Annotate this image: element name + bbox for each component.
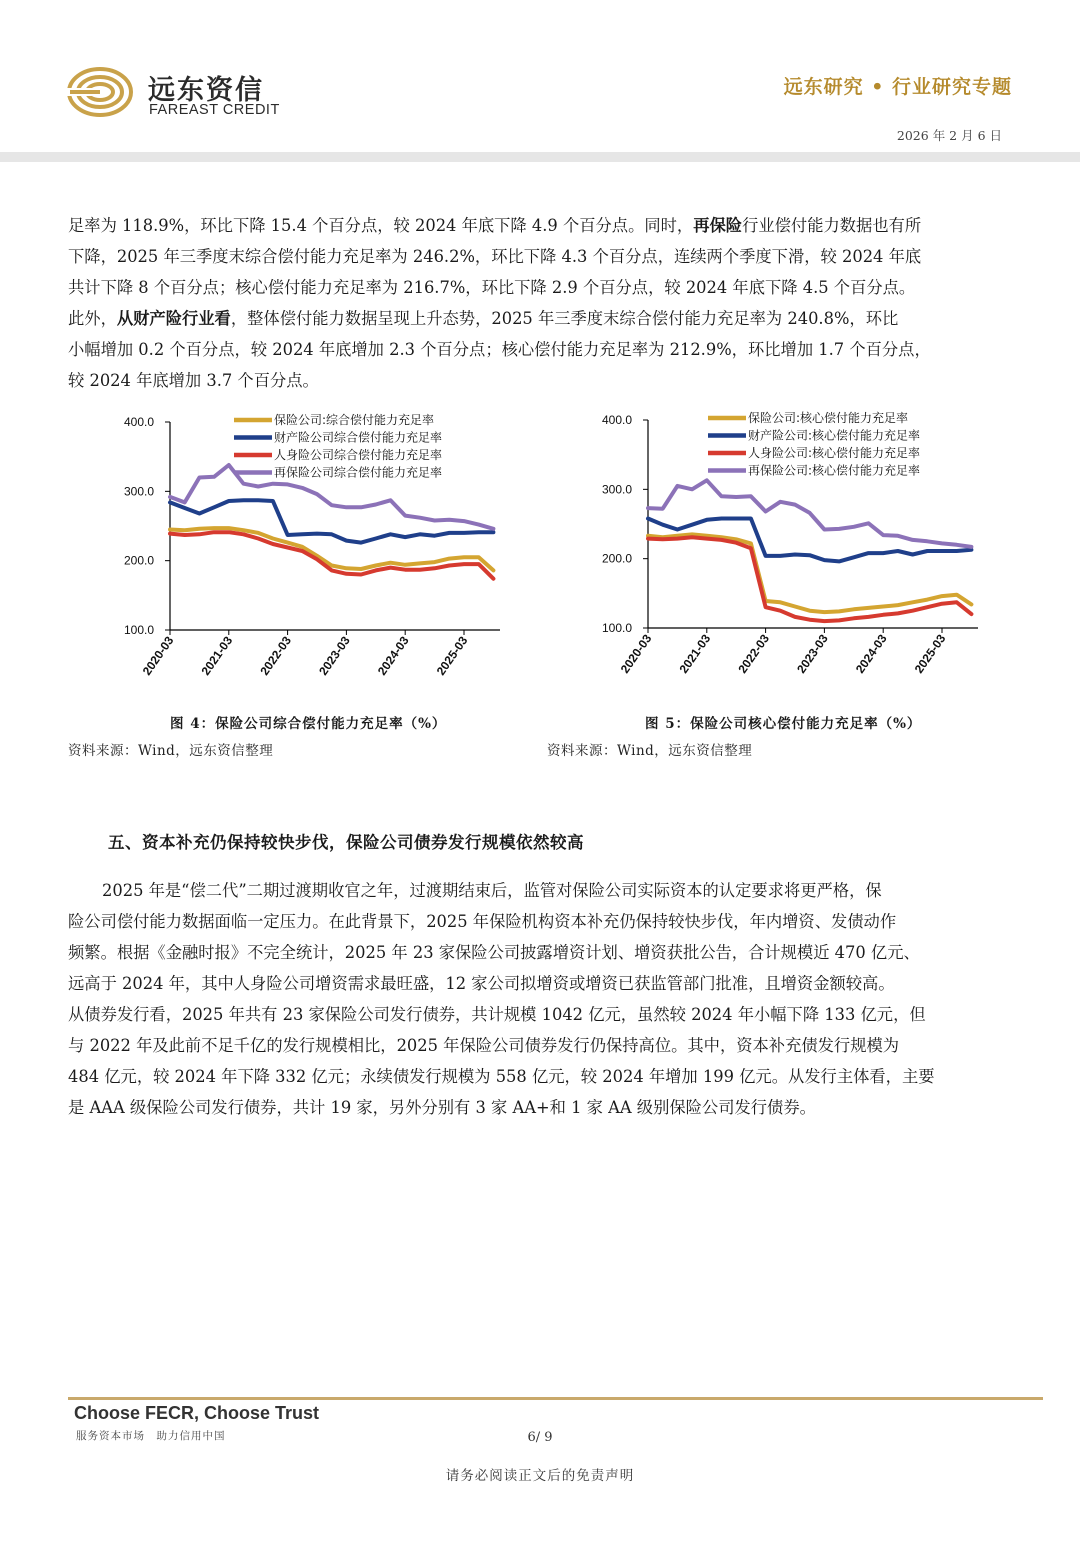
para2-line-1: 2025 年是“偿二代”二期过渡期收官之年，过渡期结束后，监管对保险公司实际资本的认定要求将更严格，保 xyxy=(102,881,882,900)
x-tick-label: 2024-03 xyxy=(374,633,412,678)
y-tick-label: 200.0 xyxy=(601,551,632,566)
para1-line-3: 共计下降 8 个百分点；核心偿付能力充足率为 216.7%，环比下降 2.9 个百分点，较 2024 年底下降 4.5 个百分点。 xyxy=(68,278,916,297)
section-heading: 五、资本补充仍保持较快步伐，保险公司债券发行规模依然较高 xyxy=(108,833,584,852)
x-tick-label: 2020-03 xyxy=(139,633,177,678)
x-tick-label: 2024-03 xyxy=(852,631,890,676)
brand-name-en: FAREAST CREDIT xyxy=(149,102,280,118)
y-tick-label: 300.0 xyxy=(123,484,154,499)
legend-label: 人身险公司:核心偿付能力充足率 xyxy=(748,446,921,460)
para1-line-1: 足率为 118.9%，环比下降 15.4 个百分点，较 2024 年底下降 4.9 个百分点。同时，再保险行业偿付能力数据也有所 xyxy=(68,216,922,235)
series-line xyxy=(648,534,971,612)
brand-name-cn: 远东资信 xyxy=(148,75,264,106)
series-line xyxy=(648,537,971,621)
x-tick-label: 2025-03 xyxy=(433,633,471,678)
x-tick-label: 2023-03 xyxy=(316,633,353,678)
paragraph-capital xyxy=(68,875,1013,1123)
para1-line-5: 小幅增加 0.2 个百分点，较 2024 年底增加 2.3 个百分点；核心偿付能力充足率为 212.9%，环比增加 1.7 个百分点， xyxy=(68,340,931,359)
report-series-tag: 远东研究 • 行业研究专题 xyxy=(783,76,1012,98)
chart-core-svg xyxy=(578,406,998,701)
para1-line-4: 此外，从财产险行业看，整体偿付能力数据呈现上升态势，2025 年三季度末综合偿付能力充足率为 240.8%，环比 xyxy=(68,309,899,328)
footer-slogan: Choose FECR, Choose Trust xyxy=(74,1403,320,1423)
para2-line-3: 频繁。根据《金融时报》不完全统计，2025 年 23 家保险公司披露增资计划、增资获批公告，合计规模近 470 亿元、 xyxy=(68,943,920,962)
figure-4-caption: 图 4：保险公司综合偿付能力充足率（%） xyxy=(170,716,447,732)
legend-label: 再保险公司:核心偿付能力充足率 xyxy=(748,463,921,478)
legend-label: 人身险公司综合偿付能力充足率 xyxy=(274,448,443,462)
y-tick-label: 400.0 xyxy=(601,413,632,427)
legend-label: 保险公司:核心偿付能力充足率 xyxy=(748,411,909,425)
para2-line-8: 是 AAA 级保险公司发行债券，共计 19 家，另外分别有 3 家 AA+和 1 家 AA 级别保险公司发行债券。 xyxy=(68,1098,816,1117)
footer-divider xyxy=(68,1397,1043,1400)
x-tick-label: 2023-03 xyxy=(794,631,831,676)
x-tick-label: 2020-03 xyxy=(617,631,655,676)
para2-line-4: 远高于 2024 年，其中人身险公司增资需求最旺盛，12 家公司拟增资或增资已获监管部门批准，且增资金额较高。 xyxy=(68,974,895,993)
para2-line-7: 484 亿元，较 2024 年下降 332 亿元；永续债发行规模为 558 亿元，较 2024 年增加 199 亿元。从发行主体看，主要 xyxy=(68,1067,935,1086)
x-tick-label: 2022-03 xyxy=(257,633,295,678)
series-line xyxy=(170,532,493,579)
header-divider xyxy=(0,152,1080,162)
paragraph-solvency xyxy=(68,210,1013,396)
para1-line-2: 下降，2025 年三季度末综合偿付能力充足率为 246.2%，环比下降 4.3 个百分点，连续两个季度下滑，较 2024 年底 xyxy=(68,247,922,266)
figure-5-caption: 图 5：保险公司核心偿付能力充足率（%） xyxy=(645,716,922,732)
figure-4-source: 资料来源：Wind，远东资信整理 xyxy=(68,743,274,759)
x-tick-label: 2022-03 xyxy=(735,631,773,676)
para2-line-6: 与 2022 年及此前不足千亿的发行规模相比，2025 年保险公司债券发行仍保持高位。其中，资本补充债发行规模为 xyxy=(68,1036,900,1055)
y-tick-label: 100.0 xyxy=(601,621,632,635)
chart-core-solvency xyxy=(578,406,998,701)
legend-label: 财产险公司综合偿付能力充足率 xyxy=(274,430,443,445)
para2-line-2: 险公司偿付能力数据面临一定压力。在此背景下，2025 年保险机构资本补充仍保持较快步伐，年内增资、发债动作 xyxy=(68,912,897,931)
y-tick-label: 200.0 xyxy=(123,553,154,568)
x-tick-label: 2025-03 xyxy=(911,631,949,676)
x-tick-label: 2021-03 xyxy=(676,631,714,676)
chart-comprehensive-solvency xyxy=(100,408,520,703)
y-tick-label: 300.0 xyxy=(601,482,632,497)
page-number: 6/ 9 xyxy=(527,1430,553,1445)
legend-label: 保险公司:综合偿付能力充足率 xyxy=(274,413,435,427)
chart-comprehensive-svg xyxy=(100,408,520,703)
para2-line-5: 从债券发行看，2025 年共有 23 家保险公司发行债券，共计规模 1042 亿元，虽然较 2024 年小幅下降 133 亿元，但 xyxy=(68,1005,926,1024)
legend-label: 再保险公司综合偿付能力充足率 xyxy=(274,465,443,480)
x-tick-label: 2021-03 xyxy=(198,633,236,678)
legend-label: 财产险公司:核心偿付能力充足率 xyxy=(748,428,921,443)
y-tick-label: 100.0 xyxy=(123,623,154,637)
report-date: 2026 年 2 月 6 日 xyxy=(896,128,1002,143)
para1-line-6: 较 2024 年底增加 3.7 个百分点。 xyxy=(68,371,319,390)
figure-5-source: 资料来源：Wind，远东资信整理 xyxy=(547,743,753,759)
footer-subtitle: 服务资本市场 助力信用中国 xyxy=(76,1430,226,1442)
disclaimer-note: 请务必阅读正文后的免责声明 xyxy=(445,1468,635,1484)
y-tick-label: 400.0 xyxy=(123,415,154,429)
